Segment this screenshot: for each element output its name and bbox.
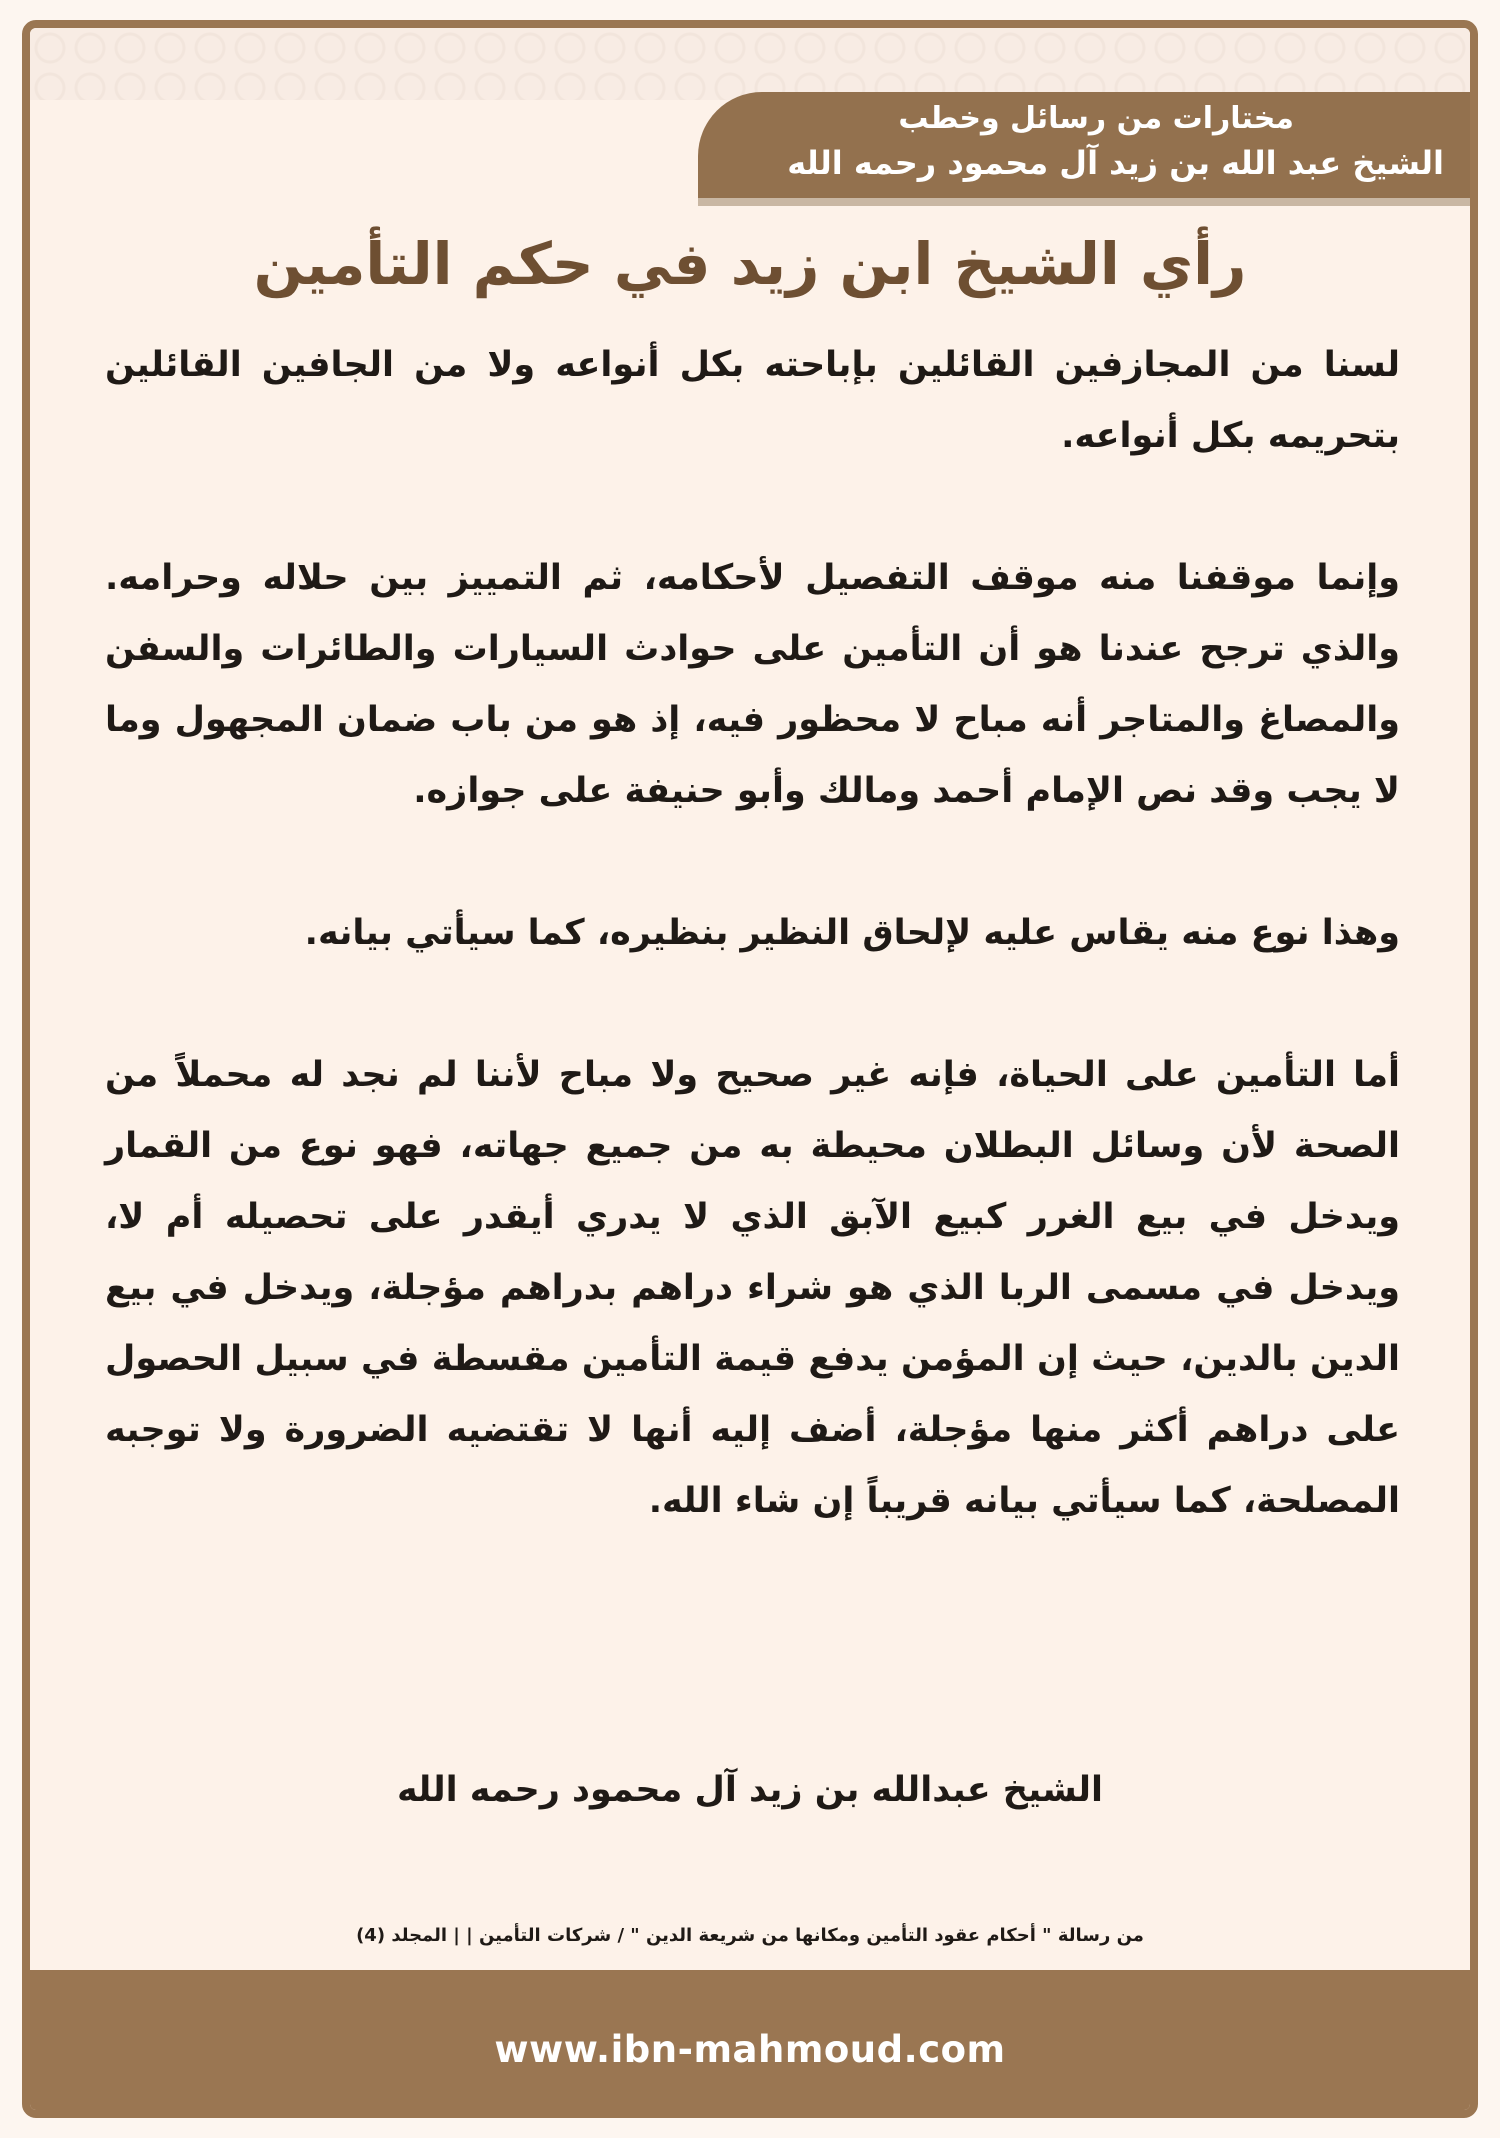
article-body — [105, 330, 1400, 1537]
paragraph: وإنما موقفنا منه موقف التفصيل لأحكامه، ثم التمييز بين حلاله وحرامه. والذي ترجح عندنا هو أن التأمين على حوادث السيارات والطائرات والسفن والمصاغ والمتاجر أنه مباح لا محظور فيه، إذ هو من باب ضمان المجهول وما لا يجب وقد نص الإمام أحمد ومالك وأبو حنيفة على جوازه. — [105, 558, 1400, 811]
decorative-pattern — [30, 28, 1470, 100]
paragraph: لسنا من المجازفين القائلين بإباحته بكل أنواعه ولا من الجافين القائلين بتحريمه بكل أنواعه. — [105, 345, 1400, 456]
author-signature: الشيخ عبدالله بن زيد آل محمود رحمه الله — [396, 1770, 1104, 1810]
paragraph: أما التأمين على الحياة، فإنه غير صحيح ولا مباح لأننا لم نجد له محملاً من الصحة لأن وسائل البطلان محيطة به من جميع جهاته، فهو نوع من القمار ويدخل في بيع الغرر كبيع الآبق الذي لا يدري أيقدر على تحصيله أم لا، ويدخل في مسمى الربا الذي هو شراء دراهم بدراهم مؤجلة، ويدخل في بيع الدين بالدين، حيث إن المؤمن يدفع قيمة التأمين مقسطة في سبيل الحصول على دراهم أكثر منها مؤجلة، أضف إليه أنها لا تقتضيه الضرورة ولا توجبه المصلحة، كما سيأتي بيانه قريباً إن شاء الله. — [105, 1055, 1400, 1521]
source-citation: من رسالة " أحكام عقود التأمين ومكانها من شريعة الدين " / شركات التأمين | | المجلد (4) — [356, 1925, 1144, 1946]
website-link[interactable]: www.ibn-mahmoud.com — [494, 2028, 1006, 2071]
header-banner — [698, 92, 1470, 206]
page-title: رأي الشيخ ابن زيد في حكم التأمين — [253, 230, 1247, 298]
series-title: مختارات من رسائل وخطب — [898, 101, 1294, 136]
author-name-header: الشيخ عبد الله بن زيد آل محمود رحمه الله — [787, 144, 1444, 182]
paragraph: وهذا نوع منه يقاس عليه لإلحاق النظير بنظيره، كما سيأتي بيانه. — [304, 913, 1400, 953]
